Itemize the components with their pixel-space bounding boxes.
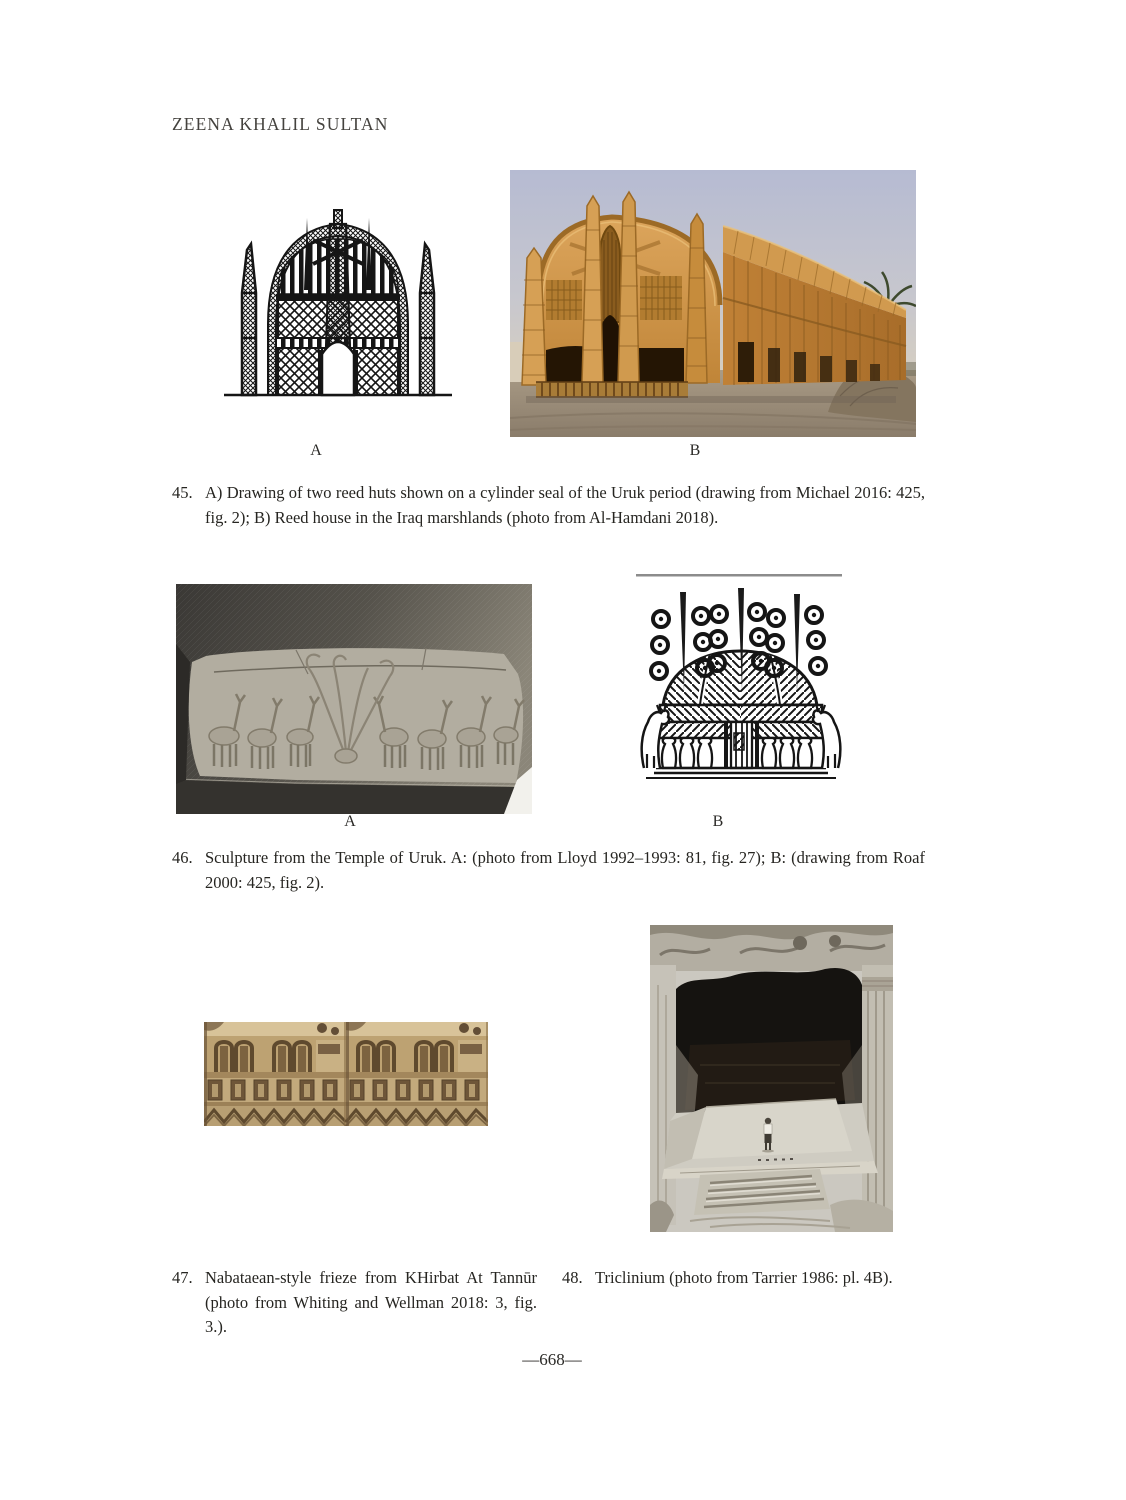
caption-45-number: 45.: [172, 483, 193, 502]
figure-45b-reed-house-photo: [510, 170, 916, 437]
uruk-trough-sculpture-image: [176, 584, 532, 814]
caption-figure-48: [562, 1266, 933, 1291]
figure-46a-sculpture-photo: [176, 584, 532, 814]
roaf-hut-drawing-image: [636, 572, 846, 800]
figure-48-triclinium-photo: [650, 925, 893, 1232]
reed-house-photo-image: [510, 170, 916, 437]
caption-figure-46: [172, 846, 925, 895]
caption-46-number: 46.: [172, 848, 193, 867]
caption-46-text: Sculpture from the Temple of Uruk. A: (photo from Lloyd 1992–1993: 81, fig. 27); B: (drawing from Roaf 2000: 425, fig. 2).: [205, 848, 925, 892]
nabataean-frieze-image: [204, 1022, 488, 1126]
figure-46b-label: B: [712, 813, 724, 830]
scan-rule-line: [636, 574, 842, 577]
figure-45a-reed-hut-drawing: [218, 198, 458, 433]
caption-48-number: 48.: [562, 1268, 583, 1287]
figure-47-frieze-photo: [204, 1022, 488, 1126]
caption-figure-47: [172, 1266, 537, 1340]
caption-figure-45: [172, 481, 925, 530]
running-header-author: ZEENA KHALIL SULTAN: [172, 114, 389, 134]
caption-48-text: Triclinium (photo from Tarrier 1986: pl. 4B).: [595, 1268, 893, 1287]
figure-45b-label: B: [689, 442, 701, 459]
figure-45a-label: A: [310, 442, 322, 459]
triclinium-photo-image: [650, 925, 893, 1232]
reed-hut-seal-drawing-image: [218, 198, 458, 433]
page-number: —668—: [522, 1350, 582, 1369]
caption-45-text: A) Drawing of two reed huts shown on a cylinder seal of the Uruk period (drawing from Michael 2016: 425, fig. 2); B) Reed house in the Iraq marshlands (photo from Al-Hamdani 2018).: [205, 483, 925, 527]
figure-46b-hut-drawing: [636, 572, 846, 800]
caption-47-text: Nabataean-style frieze from KHirbat At Tannūr (photo from Whiting and Wellman 2018: 3, fig. 3.).: [205, 1268, 537, 1336]
caption-47-number: 47.: [172, 1268, 193, 1287]
figure-46a-label: A: [344, 813, 356, 830]
